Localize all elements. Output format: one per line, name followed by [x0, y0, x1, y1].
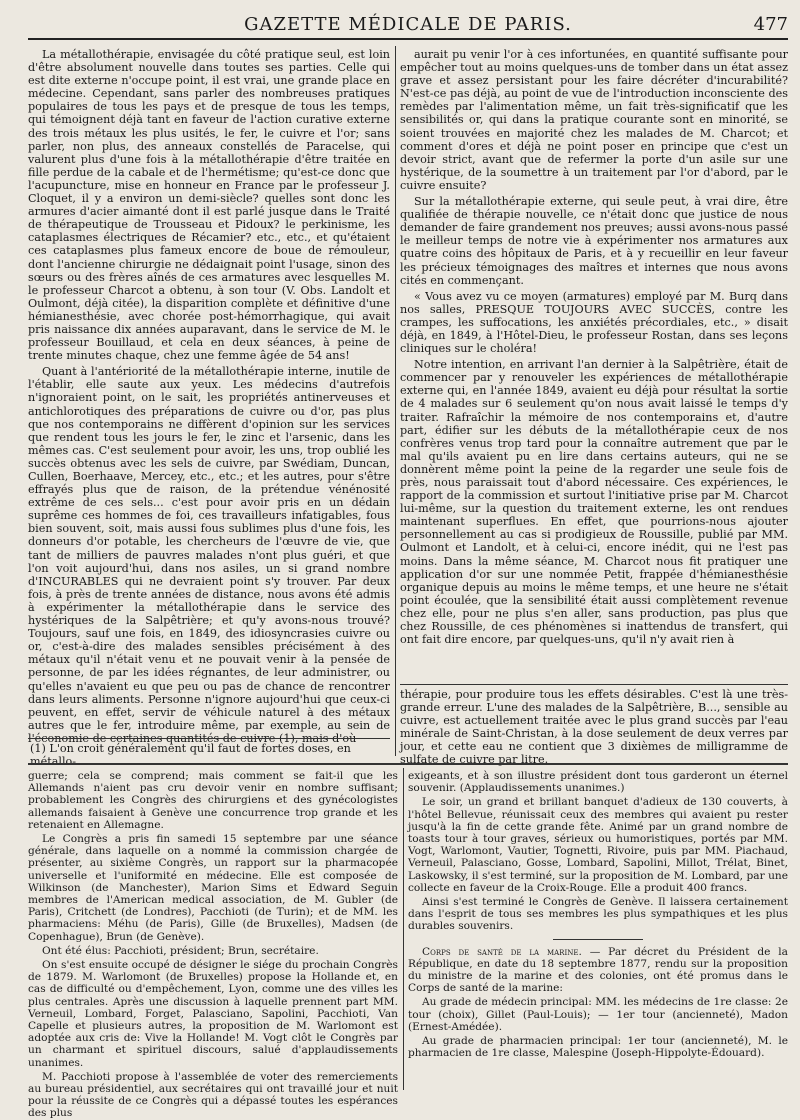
column-divider — [403, 768, 404, 1090]
section-heading: Corps de santé de la marine. — [422, 945, 582, 958]
paragraph: Ont été élus: Pacchioti, président; Brun, secrétaire. — [42, 944, 319, 957]
paragraph — [408, 946, 788, 995]
paragraph: La métallothérapie, envisagée du côté pratique seul, est loin d'être absolument nouvelle dans toutes ses parties. Celle qui est dite externe n'occupe point, il est vrai, une grande place en médecine. Cependant, sans parler des nombreuses pratiques populaires de tous les pays et de presque de tous les temps, qui témoignent déjà tant en faveur de l'action curative externe des trois métaux les plus usités, le fer, le cuivre et l'or; sans parler, non plus, des anneaux constellés de Paracelse, qui valurent plus d'une fois à la métallothérapie d'être traitée en fille perdue de la cabale et de l'hermétisme; qu'est-ce donc que l'acupuncture, mise en honneur en France par le professeur J. Cloquet, il y a environ un demi-siècle? quelles sont donc les armures d'acier aimanté dont il est parlé jusque dans le Traité de thérapeutique de Trousseau et Pidoux? le perkinisme, les cataplasmes électriques de Récamier? etc., etc., et qu'étaient ces cataplasmes plus fameux encore de boue de rémouleur, dont l'ancienne chirurgie ne dédaignait point l'usage, sinon des sœurs ou des frères aînés de ces armatures avec lesquelles M. le professeur Charcot a obtenu, à son tour (V. Obs. Landolt et Oulmont, déjà citée), la disparition complète et définitive d'une hémianesthésie, avec chorée post-hémorrhagique, qui avait pris naissance dix années auparavant, dans le service de M. le professeur Bouillaud, et cela en deux séances, à peine de trente minutes chaque, chez une femme âgée de 54 ans! — [28, 48, 390, 363]
paragraph: guerre; cela se comprend; mais comment se fait-il que les Allemands n'aient pas cru devoir venir en nombre suffisant; probablement les Congrès des chirurgiens et des gynécologistes allemands faisaient à Genève une concurrence trop grande et les retenaient en Allemagne. — [28, 770, 398, 831]
paragraph: M. Pacchioti propose à l'assemblée de voter des remerciements au bureau présidentiel, aux secrétaires qui ont travaillé jour et nuit pour la réussite de ce Congrès qui a dépassé toutes les espérances des plus — [28, 1070, 398, 1120]
paragraph: aurait pu venir l'or à ces infortunées, en quantité suffisante pour empêcher tout au moins quelques-uns de tomber dans un état assez grave et assez persistant pour les faire décréter d'incurabilité? N'est-ce pas déjà, au point de vue de l'introduction inconsciente des remèdes par l'alimentation même, un fait très-significatif que les sensibilités or, qui dans la pratique courante sont en minorité, se soient trouvées en majorité chez les malades de M. Charcot; et comment d'ores et déjà ne point poser en principe que c'est un devoir strict, avant que de refermer la porte d'un asile sur une hystérique, de la soumettre à un traitement par l'or d'abord, par le cuivre ensuite? — [400, 48, 788, 192]
footnote-rule — [400, 684, 788, 685]
quotation-paragraph: « Vous avez vu ce moyen (armatures) employé par M. Burq dans nos salles, PRESQUE TOUJOURS AVEC SUCCÈS, contre les crampes, les suffocations, les anxiétés précordiales, etc., » disait déjà, en 1849, à l'Hôtel-Dieu, le professeur Rostan, dans ses leçons cliniques sur le choléra! — [400, 289, 788, 356]
paragraph: Au grade de médecin principal: MM. les médecins de 1re classe: 2e tour (choix), Gillet (Paul-Louis); — 1er tour (ancienneté), Madon (Ernest-Amédée). — [408, 996, 788, 1033]
paragraph: exigeants, et à son illustre président dont tous garderont un éternel souvenir. (Applaudissements unanimes.) — [408, 770, 788, 795]
column-divider — [395, 46, 396, 756]
journal-title: GAZETTE MÉDICALE DE PARIS. — [244, 14, 572, 35]
upper-left-column — [28, 48, 390, 745]
footnote-text: thérapie, pour produire tous les effets désirables. C'est là une très-grande erreur. L'une des malades de la Salpêtrière, B..., sensible au cuivre, est actuellement traitée avec le plus grand succès par l'eau minérale de Saint-Christan, à la dose seulement de deux verres par jour, et cette eau ne contient que 3 dixièmes de milligramme de sulfate de cuivre par litre. — [400, 688, 788, 767]
paragraph: Quant à l'antériorité de la métallothérapie interne, inutile de l'établir, elle saute aux yeux. Les médecins d'autrefois n'ignoraient point, on le sait, les propriétés antinerveuses et antichlorotiques des préparations de cuivre ou d'or, pas plus que nos contemporains ne diffèrent d'opinion sur les services que rendent tous les jours le fer, le zinc et l'arsenic, dans les mêmes cas. C'est seulement pour avoir, les uns, trop oublié les succès obtenus avec les sels de cuivre, par Swédiam, Duncan, Cullen, Boerhaave, Mercey, etc., etc.; et les autres, pour s'être effrayés plus que de raison, de la prétendue vénénosité extrême de ces sels... c'est pour avoir pris en un dédain suprême ces hommes de foi, ces travailleurs infatigables, fous bien souvent, soit, mais aussi fous sublimes plus d'une fois, les donneurs d'or potable, les chercheurs de l'œuvre de vie, que tant de milliers de pauvres malades n'ont plus guéri, et que l'on voit aujourd'hui, dans nos asiles, un si grand nombre d'INCURABLES qui ne devraient point s'y trouver. Par deux fois, à près de trente années de distance, nous avons été admis à expérimenter la métallothérapie dans le service des hystériques de la Salpêtrière; et qu'y avons-nous trouvé? Toujours, sauf une fois, en 1849, des idiosyncrasies cuivre ou or, c'est-à-dire des malades sensibles précisément à des métaux qu'il n'était venu et ne pouvait venir à la pensée de personne, de par les idées régnantes, de leur administrer, ou qu'elles n'avaient eu que peu ou pas de chance de rencontrer dans leurs aliments. Personne n'ignore aujourd'hui que ceux-ci peuvent, en effet, servir de véhicule naturel à des métaux autres que le fer, introduire même, par exemple, au sein de l'économie de certaines quantités de cuivre (1), mais d'où — [28, 365, 390, 745]
paragraph: Sur la métallothérapie externe, qui seule peut, à vrai dire, être qualifiée de thérapie nouvelle, ce n'était donc que justice de nous demander de faire grandement nos preuves; aussi avons-nous passé le meilleur temps de notre vie à expérimenter nos armatures aux quatre coins des hôpitaux de Paris, et à y recueillir en leur faveur les précieux témoignages des maîtres et internes que nous avons cités en commençant. — [400, 195, 788, 287]
paragraph: Notre intention, en arrivant l'an dernier à la Salpêtrière, était de commencer par y renouveler les expériences de métallothérapie externe qui, en l'année 1849, avaient eu déjà pour résultat la sortie de 4 malades sur 6 seulement qu'on nous avait laissé le temps d'y traiter. Rafraîchir la mémoire de nos contemporains et, d'autre part, édifier sur les débuts de la métallothérapie ceux de nos confrères venus trop tard pour la connaître autrement que par le mal qu'ils avaient pu en lire dans certains auteurs, qui ne se donnèrent même point la peine de la regarder une seule fois de près, nous paraissait tout d'abord nécessaire. Ces expériences, le rapport de la commission et surtout l'initiative prise par M. Charcot lui-même, sur la question du traitement externe, les ont rendues maintenant superflues. En effet, que pourrions-nous ajouter personnellement au cas si prodigieux de Roussille, publié par MM. Oulmont et Landolt, et à celui-ci, encore inédit, qui ne l'est pas moins. Dans la même séance, M. Charcot nous fit pratiquer une application d'or sur une nommée Petit, frappée d'hémianesthésie organique depuis au moins le même temps, et une heure ne s'était point écoulée, que la sensibilité était aussi complètement revenue chez elle, pour ne plus s'en aller, sans production, pas plus que chez Roussille, de ces phénomènes si inattendus de transfert, qui ont fait dire encore, par quelques-uns, qu'il n'y avait rien à — [400, 358, 788, 647]
footnote-continuation — [400, 688, 788, 767]
paragraph: Ainsi s'est terminé le Congrès de Genève. Il laissera certainement dans l'esprit de tous ses membres les plus sympathiques et les plus durables souvenirs. — [408, 896, 788, 933]
page-header — [28, 12, 788, 40]
footnote: (1) L'on croit généralement qu'il faut de fortes doses, en métallo- — [30, 742, 351, 768]
upper-right-column — [400, 48, 788, 680]
paragraph: Au grade de pharmacien principal: 1er tour (ancienneté), M. le pharmacien de 1re classe, Malespine (Joseph-Hippolyte-Édouard). — [408, 1035, 788, 1060]
paragraph: Le soir, un grand et brillant banquet d'adieux de 130 couverts, à l'hôtel Bellevue, réunissait ceux des membres qui avaient pu rester jusqu'à la fin de cette grande fête. Animé par un grand nombre de toasts tour à tour graves, sérieux ou humoristiques, portés par MM. Vogt, Warlomont, Vautier, Tognetti, Rivoire, puis par MM. Piachaud, Verneuil, Palasciano, Gosse, Lombard, Sapolini, Millot, Trélat, Binet, Laskowsky, il s'est terminé, sur la proposition de M. Lombard, par une collecte en faveur de la Croix-Rouge. Elle a produit 400 francs. — [408, 796, 788, 894]
section-rule — [28, 763, 788, 765]
page-number: 477 — [753, 14, 788, 35]
footnote-rule — [28, 738, 390, 739]
lower-left-column — [28, 770, 398, 1120]
separator-rule — [553, 939, 643, 940]
lower-right-column — [408, 770, 788, 1090]
paragraph: On s'est ensuite occupé de désigner le siége du prochain Congrès de 1879. M. Warlomont (de Bruxelles) propose la Hollande et, en cas de difficulté ou d'empêchement, Lyon, comme une des villes les plus centrales. Après une discussion à laquelle prennent part MM. Verneuil, Lombard, Forget, Palasciano, Sapolini, Pacchioti, Van Capelle et plusieurs autres, la proposition de M. Warlomont est adoptée aux cris de: Vive la Hollande! M. Vogt clôt le Congrès par un charmant et spirituel discours, salué d'applaudissements unanimes. — [28, 959, 398, 1069]
paragraph: Le Congrès a pris fin samedi 15 septembre par une séance générale, dans laquelle on a nommé la commission chargée de présenter, au sixième Congrès, un rapport sur la pharmacopée universelle et l'uniformité en médecine. Elle est composée de Wilkinson (de Manchester), Marion Sims et Edward Seguin membres de l'American medical association, de M. Gubler (de Paris), Critchett (de Londres), Pacchioti (de Turin); et de MM. les pharmaciens: Méhu (de Paris), Gille (de Bruxelles), Madsen (de Copenhague), Brun (de Genève). — [28, 833, 398, 943]
paragraph-text: — Par décret du Président de la République, en date du 18 septembre 1877, rendu sur la proposition du ministre de la marine et des colonies, ont été promus dans le Corps de santé de la marine: — [408, 945, 788, 995]
